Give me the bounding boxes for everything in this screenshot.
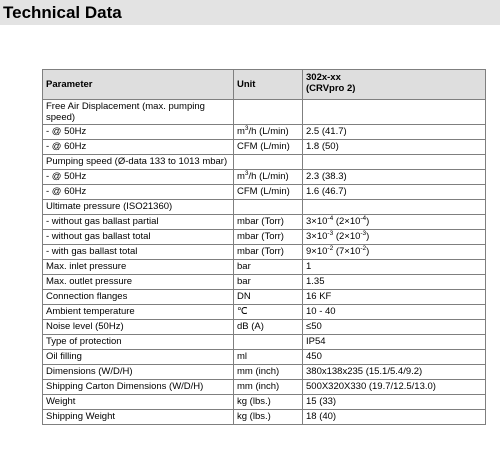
value-cell: 16 KF: [303, 290, 486, 305]
value-cell: 1: [303, 260, 486, 275]
table-row: [43, 350, 486, 365]
param-cell: Pumping speed (Ø-data 133 to 1013 mbar): [43, 155, 234, 170]
param-cell: Noise level (50Hz): [43, 320, 234, 335]
title-bar: [0, 0, 500, 25]
value-cell: 450: [303, 350, 486, 365]
param-cell: Ambient temperature: [43, 305, 234, 320]
param-cell: Connection flanges: [43, 290, 234, 305]
value-cell: [303, 155, 486, 170]
value-cell: 380x138x235 (15.1/5.4/9.2): [303, 365, 486, 380]
param-cell: Ultimate pressure (ISO21360): [43, 200, 234, 215]
unit-cell: mbar (Torr): [234, 245, 303, 260]
param-cell: Shipping Carton Dimensions (W/D/H): [43, 380, 234, 395]
unit-cell: [234, 335, 303, 350]
table-row: [43, 290, 486, 305]
param-cell: - without gas ballast partial: [43, 215, 234, 230]
param-cell: Max. outlet pressure: [43, 275, 234, 290]
unit-cell: kg (lbs.): [234, 410, 303, 425]
param-cell: - @ 50Hz: [43, 125, 234, 140]
value-cell: 1.8 (50): [303, 140, 486, 155]
page-title: Technical Data: [3, 3, 122, 22]
param-cell: Dimensions (W/D/H): [43, 365, 234, 380]
table-header-row: [43, 70, 486, 100]
header-model: [303, 70, 486, 100]
unit-cell: ml: [234, 350, 303, 365]
unit-cell: [234, 200, 303, 215]
value-cell: $3\times 10^{-3}$ $(2\times 10^{-3})$: [303, 230, 486, 245]
unit-cell: bar: [234, 260, 303, 275]
table-row: [43, 100, 486, 125]
table-row: [43, 230, 486, 245]
param-cell: Shipping Weight: [43, 410, 234, 425]
unit-cell: $m^3/h$ (L/min): [234, 170, 303, 185]
value-cell: IP54: [303, 335, 486, 350]
header-parameter: Parameter: [43, 70, 234, 100]
param-cell: - without gas ballast total: [43, 230, 234, 245]
unit-cell: mbar (Torr): [234, 215, 303, 230]
unit-cell: $m^3/h$ (L/min): [234, 125, 303, 140]
param-cell: - @ 60Hz: [43, 185, 234, 200]
value-cell: 15 (33): [303, 395, 486, 410]
param-cell: Free Air Displacement (max. pumping speed): [43, 100, 234, 125]
table-row: [43, 125, 486, 140]
unit-cell: mbar (Torr): [234, 230, 303, 245]
unit-cell: kg (lbs.): [234, 395, 303, 410]
value-cell: $9\times 10^{-2}$ $(7\times 10^{-2})$: [303, 245, 486, 260]
table-row: [43, 410, 486, 425]
unit-cell: mm (inch): [234, 380, 303, 395]
value-cell: [303, 200, 486, 215]
table-row: [43, 260, 486, 275]
header-model-name: (CRVpro 2): [306, 83, 356, 94]
unit-cell: CFM (L/min): [234, 185, 303, 200]
table-row: [43, 335, 486, 350]
header-model-number: 302x-xx: [306, 72, 341, 83]
unit-cell: CFM (L/min): [234, 140, 303, 155]
unit-cell: mm (inch): [234, 365, 303, 380]
value-cell: ≤50: [303, 320, 486, 335]
param-cell: Max. inlet pressure: [43, 260, 234, 275]
table-row: [43, 215, 486, 230]
param-cell: Oil filling: [43, 350, 234, 365]
table-row: [43, 320, 486, 335]
unit-cell: DN: [234, 290, 303, 305]
table-row: [43, 170, 486, 185]
unit-cell: bar: [234, 275, 303, 290]
table-row: [43, 200, 486, 215]
table-row: [43, 365, 486, 380]
technical-data-table: [42, 69, 486, 425]
unit-cell: [234, 100, 303, 125]
header-unit: Unit: [234, 70, 303, 100]
value-cell: 2.3 (38.3): [303, 170, 486, 185]
table-row: [43, 155, 486, 170]
param-cell: Type of protection: [43, 335, 234, 350]
value-cell: [303, 100, 486, 125]
table-body: [43, 100, 486, 425]
table-row: [43, 305, 486, 320]
unit-cell: dB (A): [234, 320, 303, 335]
table-row: [43, 380, 486, 395]
param-cell: - with gas ballast total: [43, 245, 234, 260]
value-cell: 18 (40): [303, 410, 486, 425]
value-cell: $3\times 10^{-4}$ $(2\times 10^{-4})$: [303, 215, 486, 230]
value-cell: 10 - 40: [303, 305, 486, 320]
table-row: [43, 185, 486, 200]
table-row: [43, 275, 486, 290]
value-cell: 500X320X330 (19.7/12.5/13.0): [303, 380, 486, 395]
param-cell: - @ 60Hz: [43, 140, 234, 155]
unit-cell: ℃: [234, 305, 303, 320]
value-cell: 1.6 (46.7): [303, 185, 486, 200]
table-row: [43, 140, 486, 155]
param-cell: - @ 50Hz: [43, 170, 234, 185]
unit-cell: [234, 155, 303, 170]
table-row: [43, 395, 486, 410]
param-cell: Weight: [43, 395, 234, 410]
value-cell: 2.5 (41.7): [303, 125, 486, 140]
value-cell: 1.35: [303, 275, 486, 290]
table-row: [43, 245, 486, 260]
